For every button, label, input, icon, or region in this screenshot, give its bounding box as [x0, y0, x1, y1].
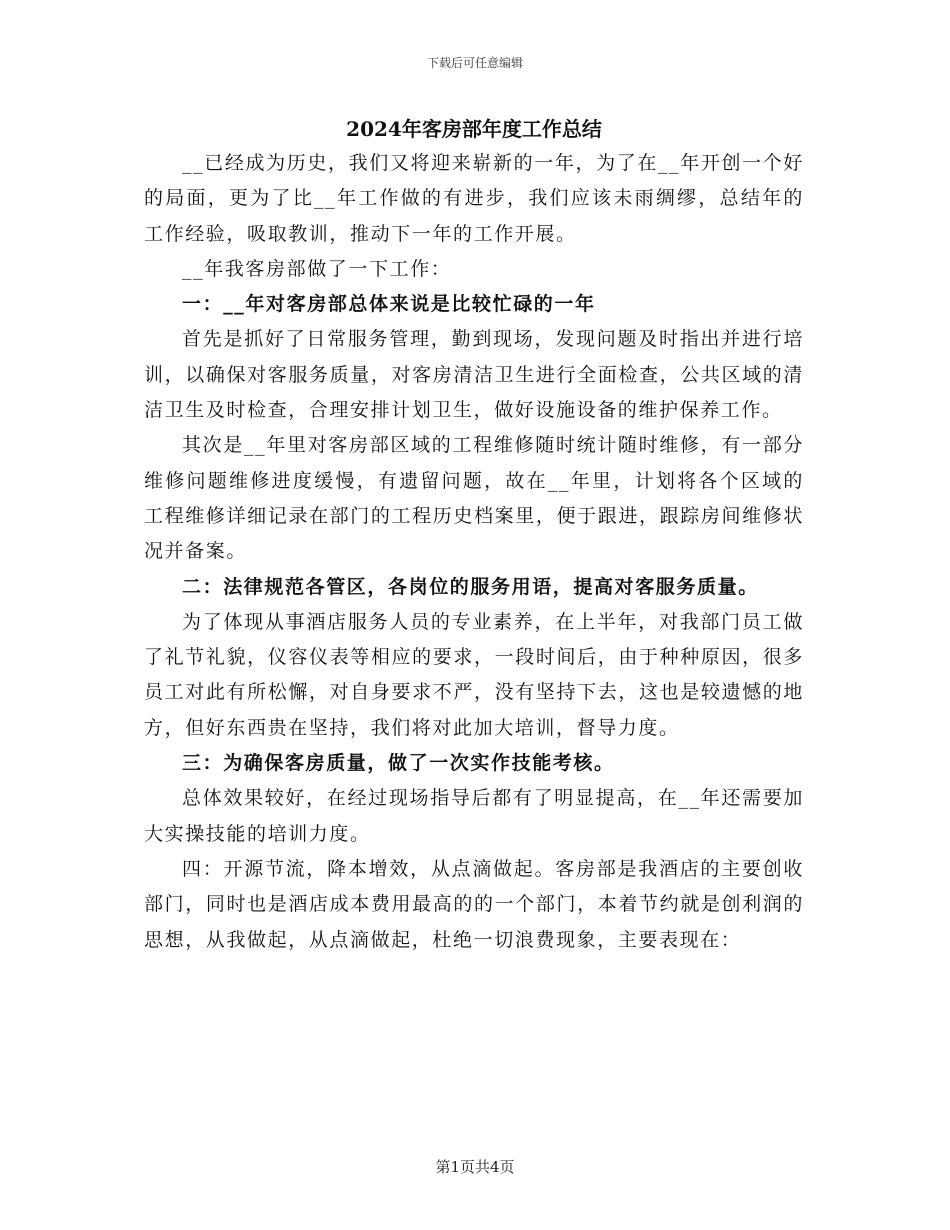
page-footer: 第1页共4页 [435, 1158, 515, 1176]
header-note: 下载后可任意编辑 [426, 56, 523, 70]
paragraph-intro: __已经成为历史，我们又将迎来崭新的一年，为了在__年开创一个好的局面，更为了比__年工作做的有进步，我们应该未雨绸缪，总结年的工作经验，吸取教训，推动下一年的工作开展。 [144, 152, 804, 245]
section-heading-3: 三：为确保客房质量，做了一次实作技能考核。 [182, 752, 615, 775]
paragraph-cost-saving: 四：开源节流，降本增效，从点滴做起。客房部是我酒店的主要创收部门，同时也是酒店成本费用最高的的一个部门，本着节约就是创利润的思想，从我做起，从点滴做起，杜绝一切浪费现象，主要表现在： [144, 857, 804, 951]
paragraph-skills-result: 总体效果较好，在经过现场指导后都有了明显提高，在__年还需要加大实操技能的培训力度。 [144, 787, 804, 845]
document-title: 2024年客房部年度工作总结 [346, 117, 602, 141]
document-body [144, 112, 804, 958]
paragraph-etiquette: 为了体现从事酒店服务人员的专业素养，在上半年，对我部门员工做了礼节礼貌，仪容仪表等相应的要求，一段时间后，由于种种原因，很多员工对此有所松懈，对自身要求不严，没有坚持下去，这也是较遗憾的地方，但好东西贵在坚持，我们将对此加大培训，督导力度。 [144, 610, 804, 739]
paragraph-work-list-intro: __年我客房部做了一下工作： [182, 257, 452, 280]
paragraph-service-management: 首先是抓好了日常服务管理，勤到现场，发现问题及时指出并进行培训，以确保对客服务质量，对客房清洁卫生进行全面检查，公共区域的清洁卫生及时检查，合理安排计划卫生，做好设施设备的维护保养工作。 [144, 328, 804, 422]
section-heading-2: 二：法律规范各管区，各岗位的服务用语，提高对客服务质量。 [182, 575, 759, 598]
section-heading-1: 一：__年对客房部总体来说是比较忙碌的一年 [182, 293, 596, 316]
paragraph-maintenance: 其次是__年里对客房部区域的工程维修随时统计随时维修，有一部分维修问题维修进度缓慢，有遗留问题，故在__年里，计划将各个区域的工程维修详细记录在部门的工程历史档案里，便于跟进，跟踪房间维修状况并备案。 [144, 434, 804, 563]
